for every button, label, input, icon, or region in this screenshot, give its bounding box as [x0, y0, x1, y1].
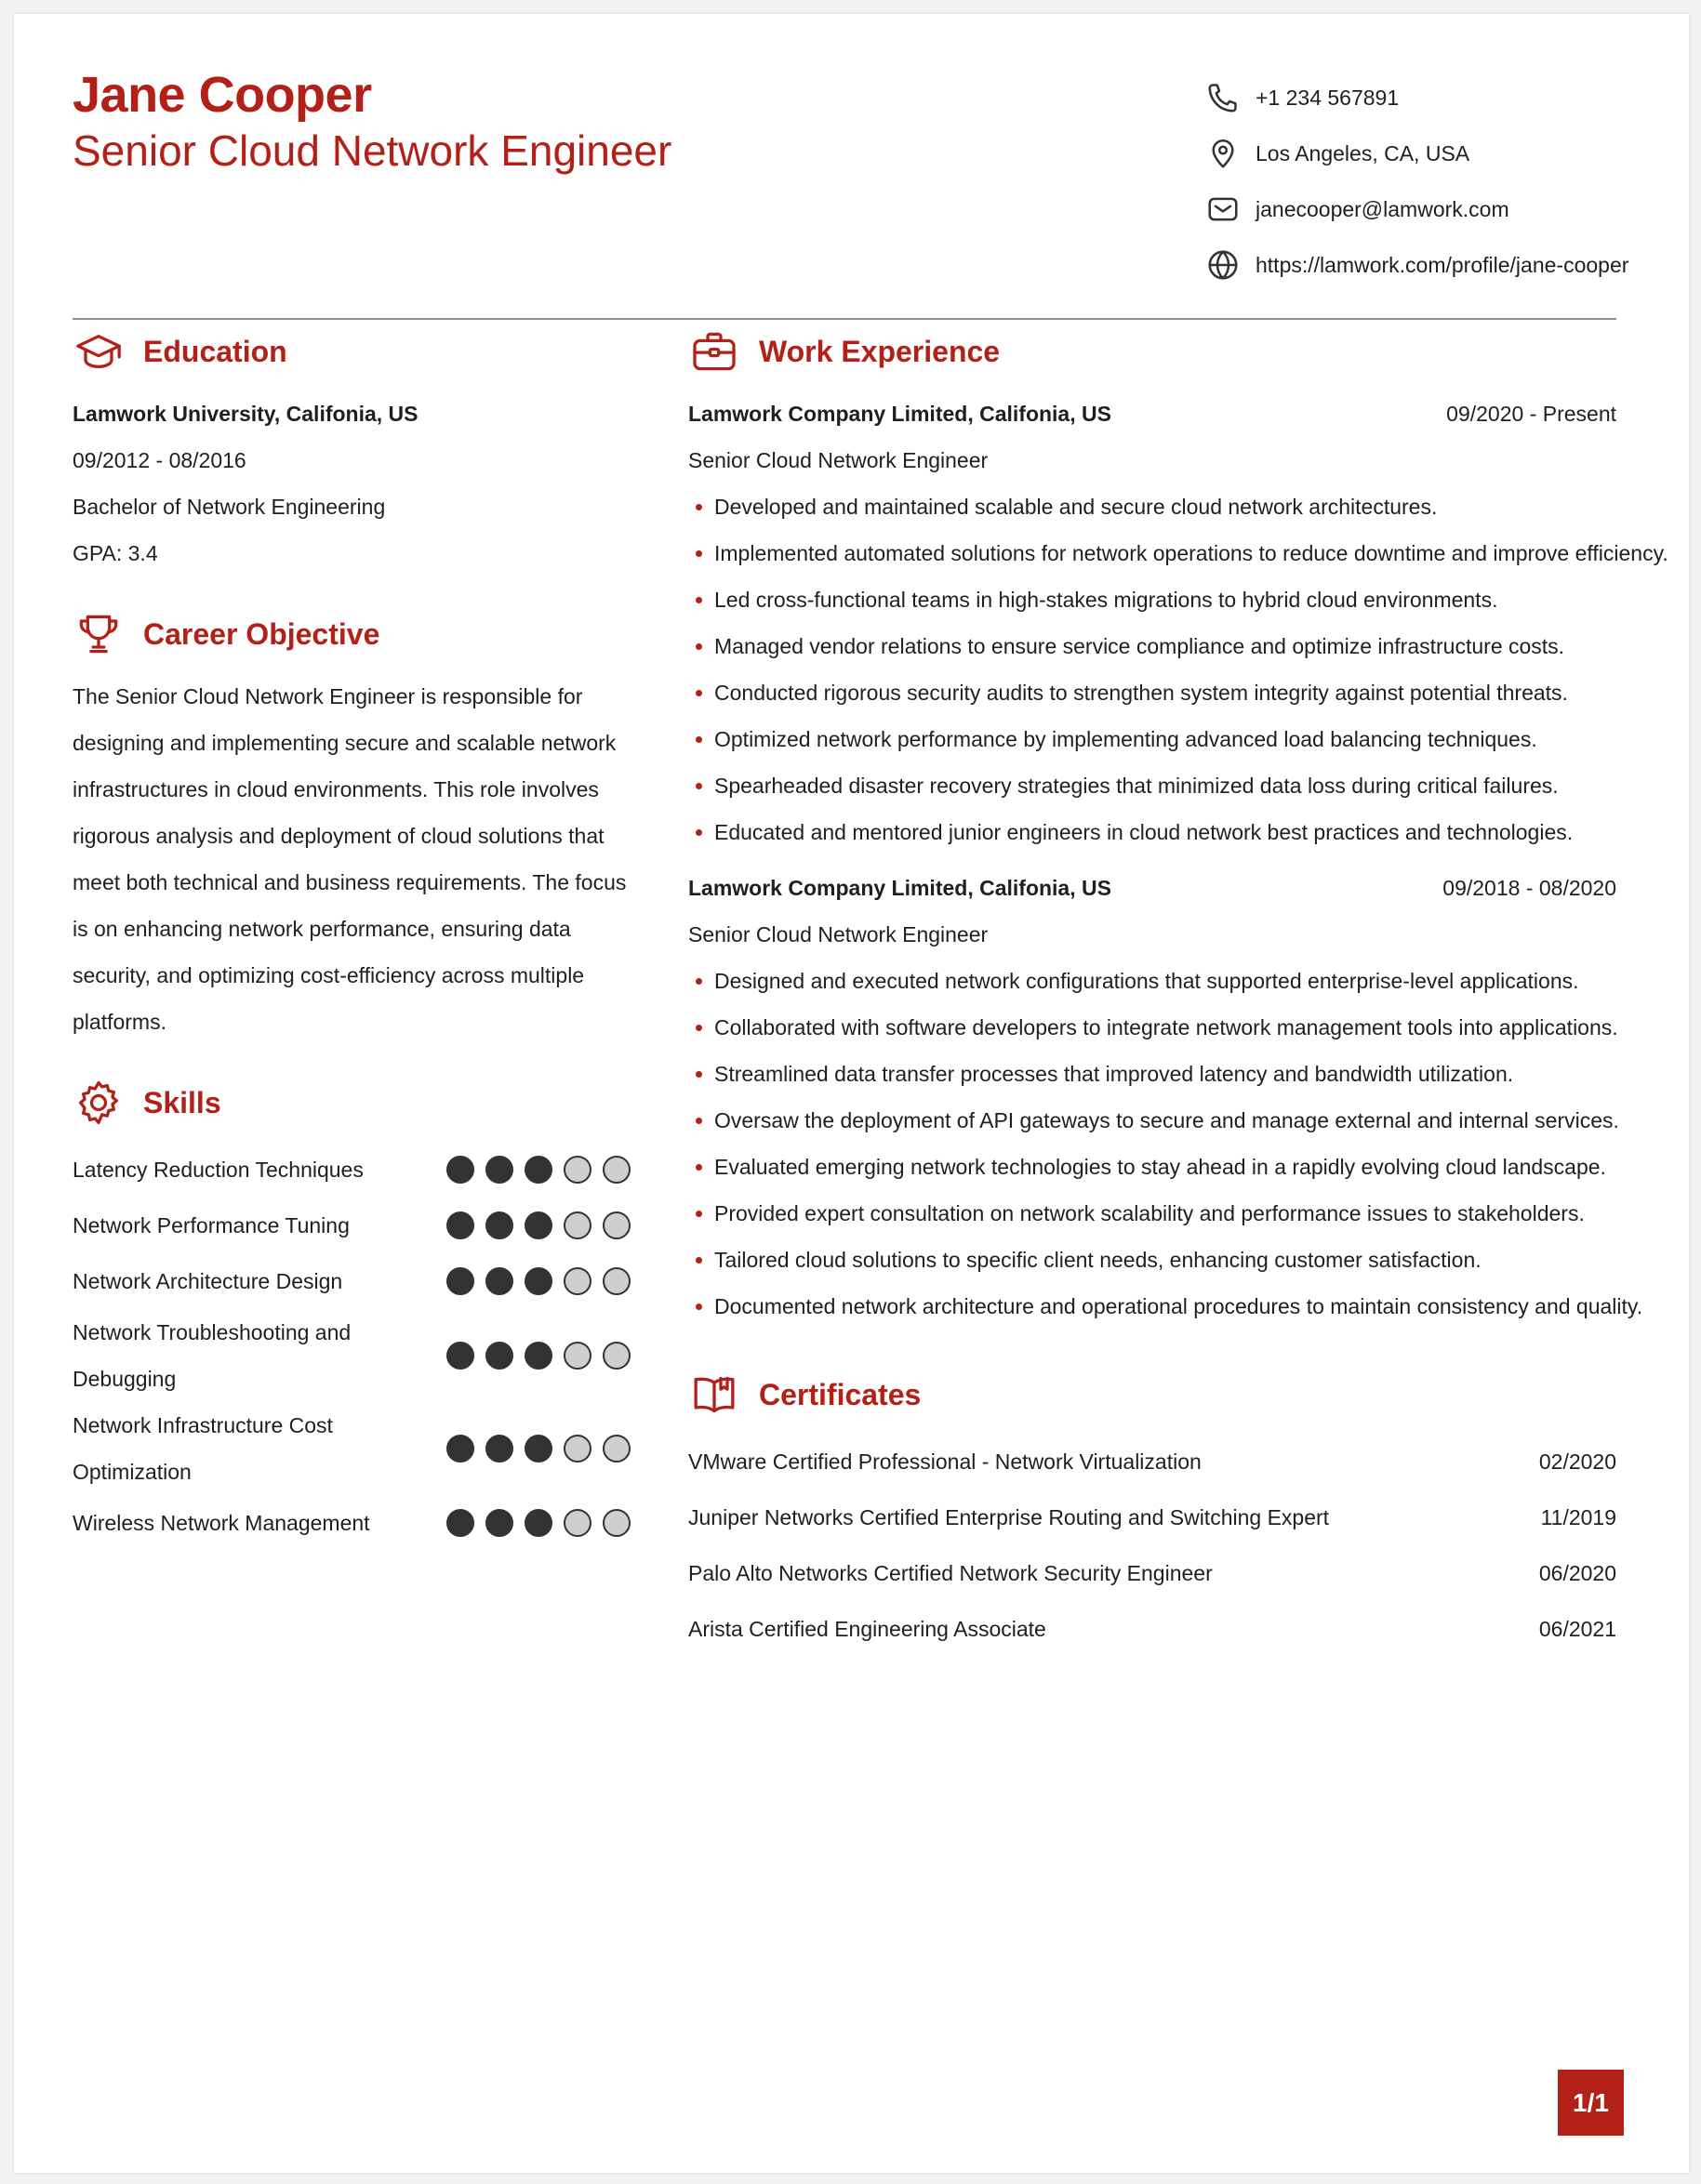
resume-header	[73, 51, 1629, 293]
rating-dot-filled	[446, 1342, 474, 1370]
contact-email	[1205, 181, 1616, 237]
rating-dot-filled	[446, 1211, 474, 1239]
skills-heading	[73, 1075, 631, 1131]
skill-rating	[446, 1267, 631, 1295]
job-dates: 09/2018 - 08/2020	[1442, 875, 1616, 900]
job-bullet: Provided expert consultation on network scalability and performance issues to stakeholders.	[688, 1190, 1616, 1237]
phone-icon	[1205, 80, 1241, 115]
rating-dot-filled	[446, 1435, 474, 1463]
globe-icon	[1205, 247, 1241, 283]
certificates-section	[688, 1367, 1616, 1657]
education-gpa: GPA: 3.4	[73, 541, 158, 565]
rating-dot-filled	[525, 1267, 552, 1295]
education-heading	[73, 324, 631, 379]
certificate-row	[688, 1545, 1616, 1601]
certificate-name: Palo Alto Networks Certified Network Security Engineer	[688, 1560, 1213, 1585]
rating-dot-filled	[446, 1156, 474, 1184]
rating-dot-filled	[525, 1509, 552, 1537]
contact-list	[1205, 70, 1629, 293]
certificates-heading	[688, 1367, 1616, 1423]
skill-name: Network Architecture Design	[73, 1269, 343, 1293]
education-school: Lamwork University, Califonia, US	[73, 402, 419, 426]
job-bullet: Led cross-functional teams in high-stakes migrations to hybrid cloud environments.	[688, 576, 1616, 623]
rating-dot-filled	[485, 1156, 513, 1184]
education-heading-label: Education	[143, 334, 287, 368]
skill-name: Wireless Network Management	[73, 1511, 370, 1535]
graduation-cap-icon	[73, 325, 125, 377]
skill-row	[73, 1495, 631, 1551]
job-header	[688, 865, 1616, 911]
skill-rating	[446, 1509, 631, 1537]
certificates-list	[688, 1434, 1616, 1657]
skill-row	[73, 1253, 631, 1309]
job-bullet: Collaborated with software developers to integrate network management tools into applications.	[688, 1004, 1616, 1051]
job-bullet: Implemented automated solutions for network operations to reduce downtime and improve efficiency.	[688, 530, 1616, 576]
rating-dot-filled	[485, 1267, 513, 1295]
location-pin-icon	[1205, 136, 1241, 171]
rating-dot-filled	[525, 1342, 552, 1370]
candidate-name: Jane Cooper	[73, 67, 372, 123]
skill-row	[73, 1142, 631, 1198]
candidate-title: Senior Cloud Network Engineer	[73, 126, 672, 175]
jobs-list	[688, 390, 1668, 1330]
right-column	[688, 324, 1668, 1657]
job-bullet: Evaluated emerging network technologies to stay ahead in a rapidly evolving cloud landscape.	[688, 1144, 1616, 1190]
rating-dot-empty	[564, 1342, 591, 1370]
skill-rating	[446, 1435, 631, 1463]
rating-dot-filled	[446, 1267, 474, 1295]
contact-location	[1205, 126, 1616, 181]
skill-row	[73, 1198, 631, 1253]
job-bullets	[688, 483, 1668, 855]
skill-rating	[446, 1211, 631, 1239]
career-objective-text: The Senior Cloud Network Engineer is responsible for designing and implementing secure and scalable network infrastructures in cloud environments. This role involves rigorous analysis and deployment of cloud solutions that meet both technical and business requirements. The focus is on enhancing network performance, ensuring data security, and optimizing cost-efficiency across multiple platforms.	[73, 684, 627, 1034]
rating-dot-filled	[525, 1435, 552, 1463]
skill-name: Network Troubleshooting and Debugging	[73, 1320, 352, 1391]
mail-icon	[1205, 192, 1241, 227]
trophy-icon	[73, 608, 125, 660]
certificates-heading-label: Certificates	[759, 1377, 922, 1411]
career-objective-section	[73, 606, 631, 1045]
job-bullet: Oversaw the deployment of API gateways to secure and manage external and internal services.	[688, 1097, 1616, 1144]
rating-dot-empty	[564, 1156, 591, 1184]
job-bullet: Tailored cloud solutions to specific client needs, enhancing customer satisfaction.	[688, 1237, 1616, 1283]
skill-row	[73, 1309, 631, 1402]
website-link[interactable]: https://lamwork.com/profile/jane-cooper	[1256, 252, 1629, 277]
job-bullet: Documented network architecture and operational procedures to maintain consistency and quality.	[688, 1283, 1616, 1330]
location-text: Los Angeles, CA, USA	[1256, 140, 1470, 165]
open-book-icon	[688, 1369, 740, 1421]
certificate-name: Juniper Networks Certified Enterprise Routing and Switching Expert	[688, 1504, 1330, 1529]
rating-dot-empty	[603, 1509, 631, 1537]
section-spacer	[688, 1330, 1616, 1367]
resume-content	[73, 14, 1668, 2173]
skill-name: Network Infrastructure Cost Optimization	[73, 1413, 333, 1484]
education-section	[73, 324, 631, 576]
certificate-name: VMware Certified Professional - Network Virtualization	[688, 1449, 1202, 1474]
certificate-row	[688, 1434, 1616, 1489]
job-bullets	[688, 958, 1643, 1330]
work-experience-heading-label: Work Experience	[759, 334, 1001, 368]
rating-dot-filled	[446, 1509, 474, 1537]
rating-dot-empty	[564, 1267, 591, 1295]
certificate-row	[688, 1489, 1616, 1545]
header-divider	[73, 318, 1616, 320]
rating-dot-empty	[564, 1211, 591, 1239]
contact-website	[1205, 237, 1629, 293]
rating-dot-empty	[603, 1267, 631, 1295]
rating-dot-empty	[603, 1211, 631, 1239]
education-dates: 09/2012 - 08/2016	[73, 448, 246, 472]
job-bullet: Spearheaded disaster recovery strategies that minimized data loss during critical failures.	[688, 762, 1616, 809]
work-experience-heading	[688, 324, 1616, 379]
certificate-date: 06/2021	[1538, 1616, 1616, 1641]
rating-dot-empty	[603, 1156, 631, 1184]
job-bullet: Optimized network performance by implementing advanced load balancing techniques.	[688, 716, 1616, 762]
job-bullet: Conducted rigorous security audits to strengthen system integrity against potential threats.	[688, 669, 1616, 716]
email-link[interactable]: janecooper@lamwork.com	[1256, 196, 1509, 221]
rating-dot-filled	[485, 1509, 513, 1537]
certificate-date: 11/2019	[1540, 1504, 1616, 1529]
job-entry	[688, 865, 1643, 1330]
left-column	[73, 324, 631, 1551]
job-bullet: Educated and mentored junior engineers in cloud network best practices and technologies.	[688, 809, 1616, 855]
job-bullet: Designed and executed network configurations that supported enterprise-level applications.	[688, 958, 1616, 1004]
rating-dot-empty	[564, 1435, 591, 1463]
skill-name: Latency Reduction Techniques	[73, 1158, 364, 1182]
skills-section	[73, 1075, 631, 1551]
skill-rating	[446, 1342, 631, 1370]
skill-rating	[446, 1156, 631, 1184]
skills-list	[73, 1142, 631, 1551]
section-spacer	[73, 576, 631, 606]
section-spacer	[73, 1045, 631, 1075]
job-bullet: Developed and maintained scalable and secure cloud network architectures.	[688, 483, 1616, 530]
career-objective-heading-label: Career Objective	[143, 616, 380, 651]
rating-dot-empty	[603, 1342, 631, 1370]
briefcase-icon	[688, 325, 740, 377]
phone-text: +1 234 567891	[1256, 85, 1400, 110]
page-indicator: 1/1	[1558, 2070, 1624, 2136]
gear-icon	[73, 1077, 125, 1129]
job-role: Senior Cloud Network Engineer	[688, 922, 989, 946]
certificate-row	[688, 1601, 1616, 1657]
job-bullet: Streamlined data transfer processes that improved latency and bandwidth utilization.	[688, 1051, 1616, 1097]
skill-name: Network Performance Tuning	[73, 1213, 350, 1238]
job-company: Lamwork Company Limited, Califonia, US	[688, 401, 1111, 426]
contact-phone	[1205, 70, 1616, 126]
education-degree: Bachelor of Network Engineering	[73, 495, 386, 519]
job-entry	[688, 390, 1668, 855]
rating-dot-empty	[603, 1435, 631, 1463]
certificate-date: 02/2020	[1538, 1449, 1616, 1474]
career-objective-heading	[73, 606, 631, 662]
work-experience-section	[688, 324, 1668, 1330]
rating-dot-filled	[485, 1211, 513, 1239]
skill-row	[73, 1402, 631, 1495]
rating-dot-filled	[485, 1435, 513, 1463]
job-company: Lamwork Company Limited, Califonia, US	[688, 875, 1111, 900]
certificate-date: 06/2020	[1538, 1560, 1616, 1585]
certificate-name: Arista Certified Engineering Associate	[688, 1616, 1046, 1641]
job-header	[688, 390, 1616, 437]
job-role: Senior Cloud Network Engineer	[688, 448, 989, 472]
rating-dot-filled	[525, 1156, 552, 1184]
job-dates: 09/2020 - Present	[1446, 401, 1616, 426]
rating-dot-filled	[525, 1211, 552, 1239]
resume-page	[14, 14, 1689, 2173]
rating-dot-empty	[564, 1509, 591, 1537]
job-spacer	[688, 855, 1616, 865]
skills-heading-label: Skills	[143, 1085, 221, 1119]
job-bullet: Managed vendor relations to ensure service compliance and optimize infrastructure costs.	[688, 623, 1616, 669]
rating-dot-filled	[485, 1342, 513, 1370]
